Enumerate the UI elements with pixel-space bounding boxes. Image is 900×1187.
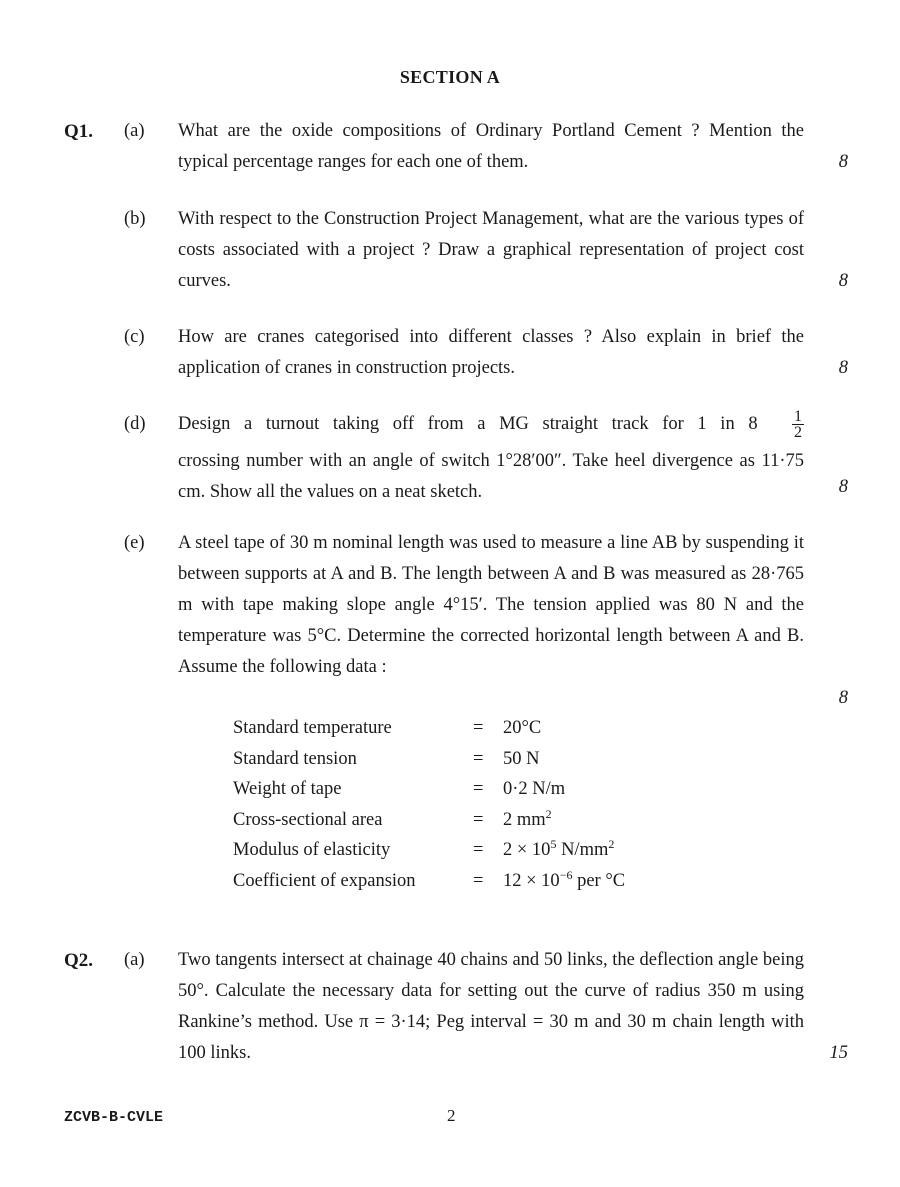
table-row (233, 835, 625, 866)
part-text-q1d (178, 402, 804, 508)
table-row (233, 866, 625, 897)
row-label: Modulus of elasticity (233, 840, 391, 860)
marks-q1b: 8 (838, 271, 848, 291)
q1d-text-before-fraction: Design a turnout taking off from a MG straight track for 1 in 8 (178, 413, 758, 434)
q1d-fraction-numerator: 1 (794, 407, 802, 425)
row-equals: = (473, 718, 484, 738)
row-equals: = (473, 809, 484, 830)
row-label: Cross-sectional area (233, 809, 383, 830)
q1e-data-table (233, 713, 625, 896)
table-row (233, 774, 625, 805)
row-value: $2 \times 10^5$ $N/mm^2$ (503, 836, 615, 860)
table-row (233, 713, 625, 744)
part-label-q1e: (e) (124, 533, 145, 553)
row-equals: = (473, 779, 484, 799)
q1d-first-line (178, 402, 804, 446)
paper-code: ZCVB-B-CVLE (64, 1109, 164, 1126)
part-label-q1b: (b) (124, 209, 146, 229)
table-row (233, 744, 625, 775)
part-text-q1a: What are the oxide compositions of Ordinary Portland Cement ? Mention the typical percentage ranges for each one of them. (178, 121, 804, 172)
q1d-fraction-denominator: 2 (794, 423, 802, 441)
part-label-q1a: (a) (124, 121, 145, 141)
part-label-q2a: (a) (124, 950, 145, 970)
row-label: Standard tension (233, 748, 357, 769)
row-label: Coefficient of expansion (233, 870, 416, 891)
row-label: Weight of tape (233, 779, 342, 799)
part-text-q1c: How are cranes categorised into different classes ? Also explain in brief the application of cranes in construction projects. (178, 327, 804, 378)
part-text-q2a: Two tangents intersect at chainage 40 chains and 50 links, the deflection angle being 50°. Calculate the necessary data for setting out the curve of radius 350 m using Rankine’s method. Use π = 3·14; Peg interval = 30 m and 30 m chain length with 100 links. (178, 950, 804, 1063)
marks-q1e: 8 (838, 688, 848, 708)
question-number-q1: Q1. (64, 121, 94, 142)
row-value: 20°C (503, 718, 542, 738)
row-equals: = (473, 840, 484, 860)
row-value: $12 \times 10^{-6}$ per °C (503, 867, 626, 891)
part-text-q1e: A steel tape of 30 m nominal length was used to measure a line AB by suspending it between supports at A and B. The length between A and B was measured as 28·765 m with tape making slope angle 4°15′. The tension applied was 80 N and the temperature was 5°C. Determine the corrected horizontal length between A and B. Assume the following data : (178, 533, 804, 677)
marks-q1a: 8 (838, 152, 848, 172)
row-equals: = (473, 748, 484, 769)
question-number-q2: Q2. (64, 950, 94, 971)
page-number: 2 (447, 1106, 456, 1125)
section-title: SECTION A (399, 67, 501, 87)
part-label-q1c: (c) (124, 327, 145, 347)
marks-q1d: 8 (838, 477, 848, 497)
row-equals: = (473, 870, 484, 891)
part-text-q1b: With respect to the Construction Project Management, what are the various types of costs associated with a project ? Draw a graphical representation of project cost curves. (178, 209, 804, 291)
part-label-q1d: (d) (124, 414, 146, 434)
row-value: 0·2 N/m (503, 779, 566, 799)
table-row (233, 805, 625, 836)
marks-q2a: 15 (829, 1043, 848, 1063)
marks-q1c: 8 (838, 358, 848, 378)
row-value: 50 N (503, 748, 540, 769)
q1d-text-after-fraction: crossing number with an angle of switch 1°28′00″. Take heel divergence as 11·75 cm. Show all the values on a neat sketch. (178, 451, 804, 502)
row-label: Standard temperature (233, 718, 392, 738)
row-value: 2 $mm^2$ (503, 806, 552, 830)
q1d-fraction (792, 409, 804, 440)
